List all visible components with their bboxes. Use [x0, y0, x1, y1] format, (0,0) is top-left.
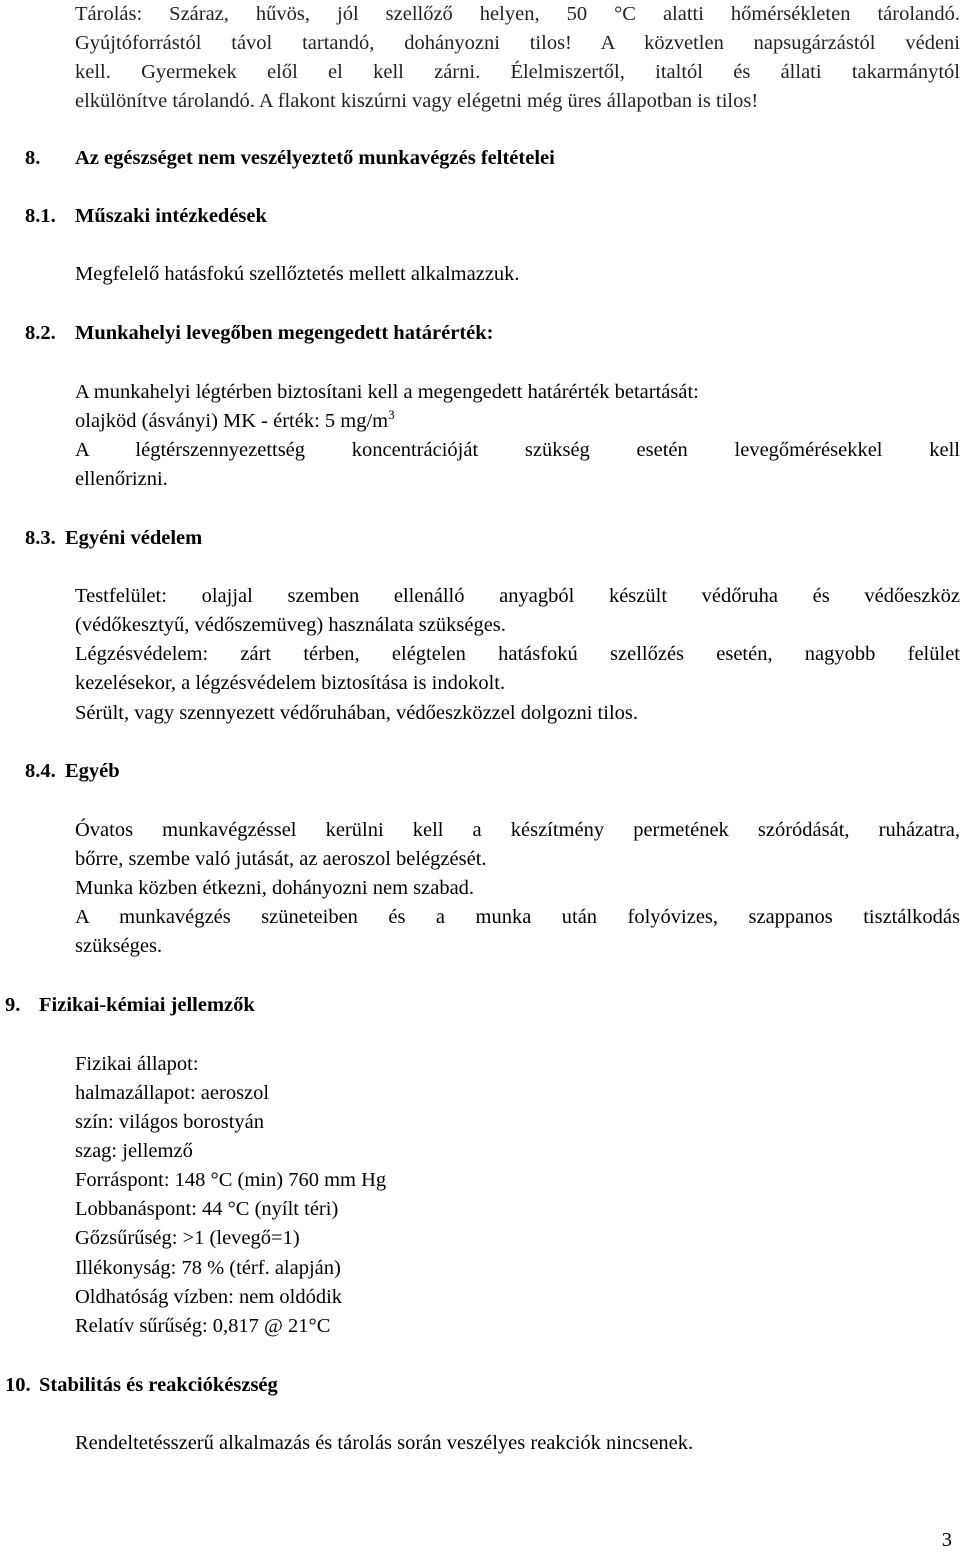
property-line: Lobbanáspont: 44 °C (nyílt téri)	[75, 1198, 339, 1220]
section-8-3-line-2: (védőkesztyű, védőszemüveg) használata szükséges.	[75, 614, 506, 636]
property-line: szag: jellemző	[75, 1140, 193, 1162]
property-line: Illékonyság: 78 % (térf. alapján)	[75, 1257, 341, 1279]
storage-line-3: kell. Gyermekek elől el kell zárni. Élelmiszertől, italtól és állati takarmánytól	[75, 61, 960, 83]
property-line: Fizikai állapot:	[75, 1053, 199, 1075]
property-line: Oldhatóság vízben: nem oldódik	[75, 1286, 343, 1308]
exposure-limit-text: olajköd (ásványi) MK - érték: 5 mg/m	[75, 410, 389, 432]
property-line: Forráspont: 148 °C (min) 760 mm Hg	[75, 1169, 387, 1191]
property-line: szín: világos borostyán	[75, 1111, 265, 1133]
section-10-title: Stabilitás és reakciókészség	[39, 1374, 278, 1396]
unit-superscript: 3	[388, 407, 395, 422]
section-8-3-line-4: kezelésekor, a légzésvédelem biztosítása is indokolt.	[75, 672, 506, 694]
section-8-4-title: Egyéb	[65, 760, 120, 782]
section-9-title: Fizikai-kémiai jellemzők	[39, 994, 255, 1016]
section-8-1-title: Műszaki intézkedések	[75, 205, 267, 227]
section-8-3-number: 8.3.	[25, 527, 56, 549]
section-8-number: 8.	[25, 147, 41, 169]
section-8-2-title: Munkahelyi levegőben megengedett határérték:	[75, 322, 494, 344]
section-8-2-line-3: A légtérszennyezettség koncentrációját szükség esetén levegőmérésekkel kell	[75, 439, 960, 461]
page-number: 3	[941, 1529, 952, 1551]
storage-line-1: Tárolás: Száraz, hűvös, jól szellőző helyen, 50 °C alatti hőmérsékleten tárolandó.	[75, 3, 960, 25]
section-8-4-number: 8.4.	[25, 760, 56, 782]
section-10-number: 10.	[5, 1374, 31, 1396]
section-10-text: Rendeltetésszerű alkalmazás és tárolás során veszélyes reakciók nincsenek.	[75, 1432, 694, 1454]
section-8-4-line-1: Óvatos munkavégzéssel kerülni kell a készítmény permetének szóródását, ruházatra,	[75, 819, 960, 841]
storage-line-2: Gyújtóforrástól távol tartandó, dohányozni tilos! A közvetlen napsugárzástól védeni	[75, 32, 960, 54]
property-line: Relatív sűrűség: 0,817 @ 21°C	[75, 1315, 331, 1337]
section-8-2-number: 8.2.	[25, 322, 56, 344]
section-8-2-line-4: ellenőrizni.	[75, 468, 168, 490]
section-8-2-line-1: A munkahelyi légtérben biztosítani kell a megengedett határérték betartását:	[75, 381, 699, 403]
storage-line-4: elkülönítve tárolandó. A flakont kiszúrni vagy elégetni még üres állapotban is tilos!	[75, 90, 759, 112]
property-line: halmazállapot: aeroszol	[75, 1082, 270, 1104]
section-8-4-line-5: szükséges.	[75, 935, 163, 957]
property-line: Gőzsűrűség: >1 (levegő=1)	[75, 1227, 300, 1249]
section-8-4-line-3: Munka közben étkezni, dohányozni nem szabad.	[75, 877, 475, 899]
section-8-1-number: 8.1.	[25, 205, 56, 227]
section-8-1-text: Megfelelő hatásfokú szellőztetés mellett alkalmazzuk.	[75, 263, 520, 285]
section-8-4-line-2: bőrre, szembe való jutását, az aeroszol belégzését.	[75, 848, 487, 870]
section-8-3-line-3: Légzésvédelem: zárt térben, elégtelen hatásfokú szellőzés esetén, nagyobb felület	[75, 643, 960, 665]
section-8-title: Az egészséget nem veszélyeztető munkavégzés feltételei	[75, 147, 555, 169]
section-9-number: 9.	[5, 994, 21, 1016]
section-8-3-line-5: Sérült, vagy szennyezett védőruhában, védőeszközzel dolgozni tilos.	[75, 702, 638, 724]
section-8-4-line-4: A munkavégzés szüneteiben és a munka után folyóvizes, szappanos tisztálkodás	[75, 906, 960, 928]
section-8-2-line-2	[75, 407, 960, 436]
section-8-3-line-1: Testfelület: olajjal szemben ellenálló anyagból készült védőruha és védőeszköz	[75, 585, 960, 607]
section-8-3-title: Egyéni védelem	[65, 527, 203, 549]
